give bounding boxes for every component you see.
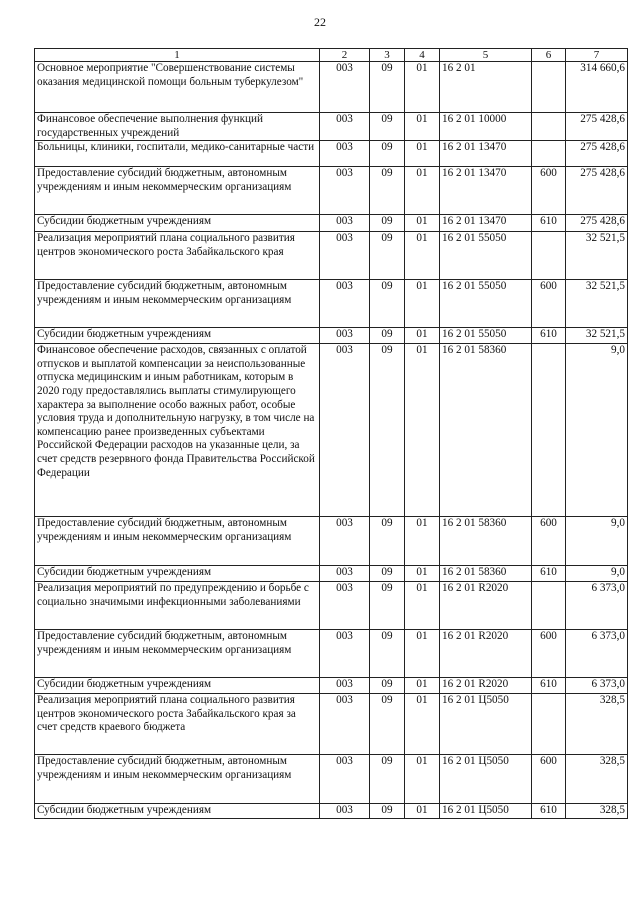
row-ministry-code: 003 [320,344,370,517]
row-ministry-code: 003 [320,630,370,678]
row-section: 09 [370,280,405,328]
row-target-article: 16 2 01 55050 [440,280,532,328]
row-subsection: 01 [405,755,440,804]
table-row [35,232,628,280]
row-subsection: 01 [405,328,440,344]
row-expense-type: 600 [532,167,566,215]
table-row [35,141,628,167]
row-expense-type: 610 [532,678,566,694]
row-expense-type: 610 [532,804,566,819]
row-subsection: 01 [405,62,440,113]
row-target-article: 16 2 01 R2020 [440,630,532,678]
row-name: Предоставление субсидий бюджетным, автономным учреждениям и иным некоммерческим организациям [35,630,320,678]
table-row [35,678,628,694]
row-expense-type: 610 [532,328,566,344]
row-amount: 275 428,6 [566,141,628,167]
row-target-article: 16 2 01 Ц5050 [440,694,532,755]
row-name: Предоставление субсидий бюджетным, автономным учреждениям и иным некоммерческим организациям [35,280,320,328]
row-amount: 328,5 [566,694,628,755]
row-section: 09 [370,113,405,141]
table-row [35,517,628,566]
row-subsection: 01 [405,804,440,819]
row-section: 09 [370,167,405,215]
row-section: 09 [370,232,405,280]
row-target-article: 16 2 01 55050 [440,328,532,344]
row-section: 09 [370,630,405,678]
row-section: 09 [370,328,405,344]
page-number: 22 [314,15,326,29]
row-subsection: 01 [405,167,440,215]
row-section: 09 [370,141,405,167]
row-name: Предоставление субсидий бюджетным, автономным учреждениям и иным некоммерческим организациям [35,755,320,804]
row-subsection: 01 [405,630,440,678]
row-name: Предоставление субсидий бюджетным, автономным учреждениям и иным некоммерческим организациям [35,167,320,215]
row-amount: 6 373,0 [566,678,628,694]
row-subsection: 01 [405,280,440,328]
row-section: 09 [370,62,405,113]
row-amount: 9,0 [566,517,628,566]
table-row [35,566,628,582]
table-row [35,328,628,344]
row-amount: 275 428,6 [566,113,628,141]
row-name: Предоставление субсидий бюджетным, автономным учреждениям и иным некоммерческим организациям [35,517,320,566]
row-expense-type [532,141,566,167]
row-target-article: 16 2 01 R2020 [440,582,532,630]
row-expense-type: 600 [532,517,566,566]
row-amount: 328,5 [566,755,628,804]
row-ministry-code: 003 [320,678,370,694]
row-section: 09 [370,566,405,582]
row-name: Финансовое обеспечение выполнения функций государственных учреждений [35,113,320,141]
column-header: 6 [532,49,566,62]
column-header: 7 [566,49,628,62]
row-name: Субсидии бюджетным учреждениям [35,215,320,232]
row-target-article: 16 2 01 Ц5050 [440,804,532,819]
row-subsection: 01 [405,517,440,566]
row-target-article: 16 2 01 13470 [440,167,532,215]
row-section: 09 [370,517,405,566]
row-target-article: 16 2 01 R2020 [440,678,532,694]
row-section: 09 [370,582,405,630]
table-row [35,280,628,328]
row-section: 09 [370,755,405,804]
table-row [35,62,628,113]
row-ministry-code: 003 [320,582,370,630]
row-target-article: 16 2 01 58360 [440,566,532,582]
row-subsection: 01 [405,344,440,517]
row-ministry-code: 003 [320,804,370,819]
table-row [35,113,628,141]
row-ministry-code: 003 [320,328,370,344]
row-amount: 32 521,5 [566,232,628,280]
row-target-article: 16 2 01 [440,62,532,113]
row-section: 09 [370,804,405,819]
row-amount: 32 521,5 [566,328,628,344]
row-amount: 6 373,0 [566,582,628,630]
row-subsection: 01 [405,113,440,141]
row-name: Реализация мероприятий плана социального развития центров экономического роста Забайкальского края [35,232,320,280]
row-expense-type: 600 [532,755,566,804]
table-row [35,694,628,755]
row-ministry-code: 003 [320,141,370,167]
table-row [35,215,628,232]
row-expense-type [532,113,566,141]
row-target-article: 16 2 01 58360 [440,344,532,517]
row-name: Субсидии бюджетным учреждениям [35,328,320,344]
row-expense-type [532,232,566,280]
row-ministry-code: 003 [320,517,370,566]
row-expense-type: 610 [532,566,566,582]
row-ministry-code: 003 [320,167,370,215]
row-target-article: 16 2 01 Ц5050 [440,755,532,804]
row-subsection: 01 [405,678,440,694]
row-target-article: 16 2 01 13470 [440,141,532,167]
row-amount: 328,5 [566,804,628,819]
row-section: 09 [370,215,405,232]
row-ministry-code: 003 [320,232,370,280]
row-ministry-code: 003 [320,62,370,113]
row-expense-type [532,344,566,517]
row-section: 09 [370,694,405,755]
row-subsection: 01 [405,694,440,755]
row-target-article: 16 2 01 55050 [440,232,532,280]
row-target-article: 16 2 01 10000 [440,113,532,141]
row-name: Субсидии бюджетным учреждениям [35,804,320,819]
table-row [35,630,628,678]
row-subsection: 01 [405,232,440,280]
column-header: 2 [320,49,370,62]
row-target-article: 16 2 01 13470 [440,215,532,232]
row-name: Больницы, клиники, госпитали, медико-санитарные части [35,141,320,167]
row-name: Финансовое обеспечение расходов, связанных с оплатой отпусков и выплатой компенсации за неиспользованные отпуска медицинским и иным работникам, которым в 2020 году предоставлялись выплаты стимулирующего характера за выполнение особо важных работ, особые условия труда и дополнительную нагрузку, в том числе на компенсацию ранее произведенных субъектами Российской Федерации расходов на указанные цели, за счет средств резервного фонда Правительства Российской Федерации [35,344,320,517]
row-name: Реализация мероприятий по предупреждению и борьбе с социально значимыми инфекционными заболеваниями [35,582,320,630]
column-header: 5 [440,49,532,62]
row-expense-type: 600 [532,280,566,328]
table-row [35,804,628,819]
row-subsection: 01 [405,566,440,582]
row-subsection: 01 [405,141,440,167]
row-subsection: 01 [405,582,440,630]
column-number-row [35,49,628,62]
budget-table [34,48,628,819]
table-row [35,167,628,215]
row-ministry-code: 003 [320,566,370,582]
row-expense-type [532,582,566,630]
row-ministry-code: 003 [320,280,370,328]
row-name: Основное мероприятие "Совершенствование системы оказания медицинской помощи больным туберкулезом" [35,62,320,113]
row-expense-type [532,62,566,113]
row-expense-type: 610 [532,215,566,232]
row-amount: 9,0 [566,344,628,517]
column-header: 1 [35,49,320,62]
row-ministry-code: 003 [320,694,370,755]
row-name: Субсидии бюджетным учреждениям [35,678,320,694]
row-ministry-code: 003 [320,215,370,232]
table-row [35,344,628,517]
row-subsection: 01 [405,215,440,232]
row-name: Субсидии бюджетным учреждениям [35,566,320,582]
row-amount: 275 428,6 [566,167,628,215]
table-row [35,755,628,804]
row-amount: 32 521,5 [566,280,628,328]
row-target-article: 16 2 01 58360 [440,517,532,566]
row-ministry-code: 003 [320,113,370,141]
row-section: 09 [370,344,405,517]
table-row [35,582,628,630]
row-expense-type: 600 [532,630,566,678]
row-section: 09 [370,678,405,694]
row-expense-type [532,694,566,755]
column-header: 4 [405,49,440,62]
row-amount: 275 428,6 [566,215,628,232]
row-ministry-code: 003 [320,755,370,804]
row-name: Реализация мероприятий плана социального развития центров экономического роста Забайкальского края за счет средств краевого бюджета [35,694,320,755]
table-body [35,62,628,819]
row-amount: 314 660,6 [566,62,628,113]
row-amount: 6 373,0 [566,630,628,678]
column-header: 3 [370,49,405,62]
row-amount: 9,0 [566,566,628,582]
